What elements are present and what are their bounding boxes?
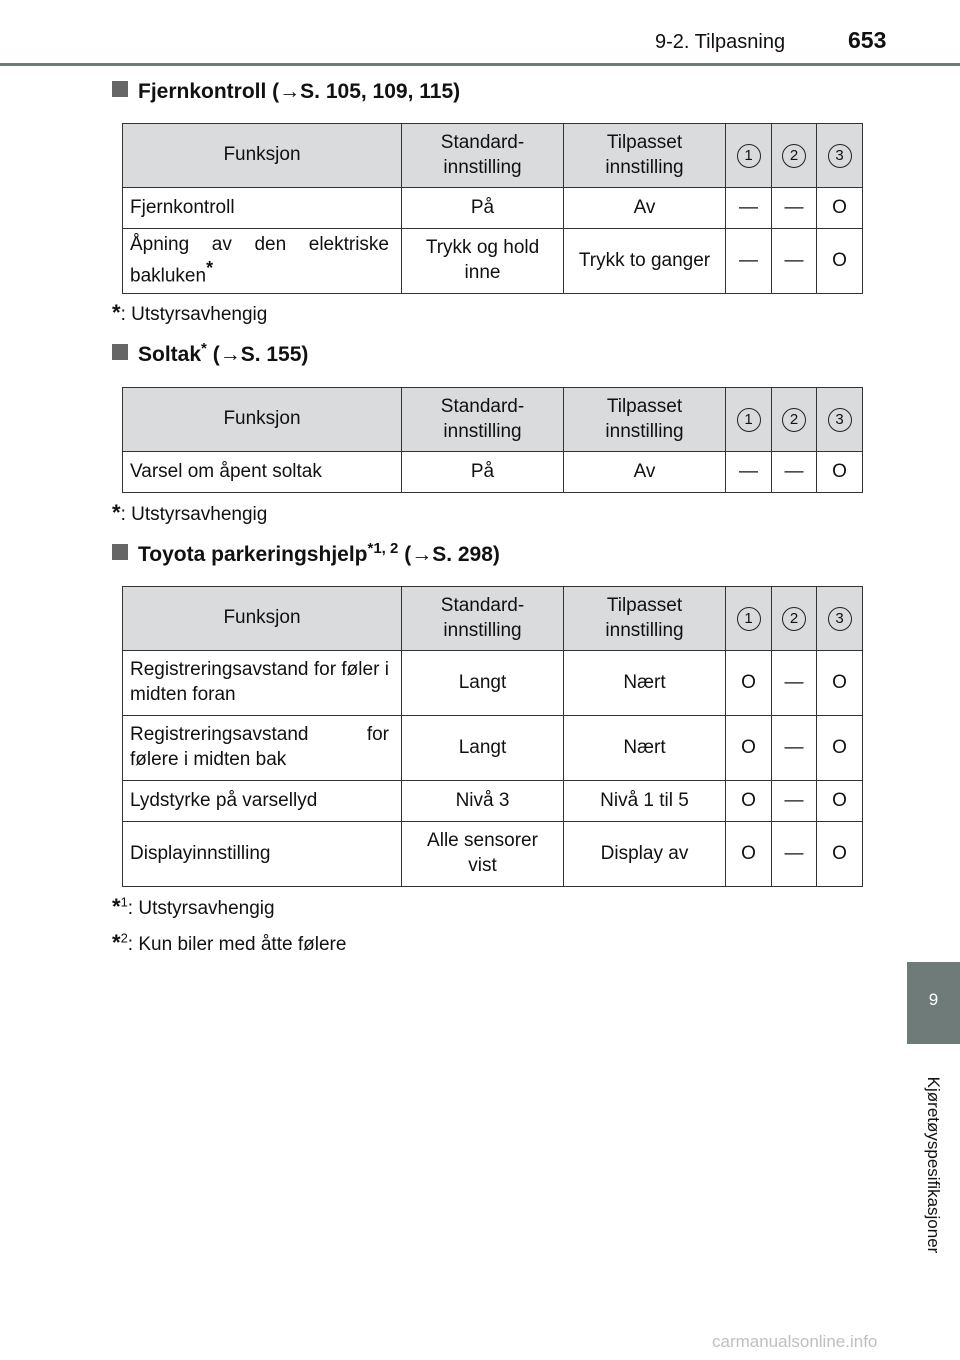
cell-mode-1: O — [726, 651, 772, 716]
chapter-number: 9 — [928, 990, 939, 1009]
cell-mode-3: O — [817, 452, 863, 493]
cell-mode-2: — — [772, 651, 817, 716]
cell-custom: Av — [564, 452, 726, 493]
cell-function: Registreringsavstand for følere i midten bak — [123, 716, 402, 781]
col-header-1 — [726, 124, 772, 188]
cell-function: Lydstyrke på varsellyd — [123, 781, 402, 822]
cell-mode-3: O — [817, 229, 863, 294]
cell-mode-1: — — [726, 452, 772, 493]
chapter-section-title: 9-2. Tilpasning — [655, 31, 786, 53]
col-header-3 — [817, 388, 863, 452]
cell-default: Alle sensorer vist — [402, 822, 564, 887]
cell-mode-1: O — [726, 822, 772, 887]
table-header-row — [123, 124, 863, 188]
cell-default: På — [402, 452, 564, 493]
cell-mode-3: O — [817, 781, 863, 822]
square-bullet-icon — [112, 544, 128, 560]
cell-mode-2: — — [772, 188, 817, 229]
circled-number-3: 3 — [828, 607, 852, 631]
cell-custom: Nært — [564, 716, 726, 781]
cell-custom: Av — [564, 188, 726, 229]
cell-default: Langt — [402, 716, 564, 781]
arrow-icon: → — [411, 543, 433, 566]
header-rule — [0, 63, 960, 66]
footnote: *: Utstyrsavhengig — [112, 300, 268, 325]
col-header-tilpasset: Tilpasset innstilling — [564, 124, 726, 188]
table-soltak — [122, 387, 863, 493]
cell-function: Fjernkontroll — [123, 188, 402, 229]
col-header-tilpasset: Tilpasset innstilling — [564, 388, 726, 452]
col-header-standard: Standard- innstilling — [402, 587, 564, 651]
cell-custom: Nært — [564, 651, 726, 716]
watermark: carmanualsonline.info — [712, 1332, 878, 1351]
cell-function: Varsel om åpent soltak — [123, 452, 402, 493]
col-header-standard: Standard- innstilling — [402, 388, 564, 452]
table-header-row — [123, 388, 863, 452]
table-parkeringshjelp — [122, 586, 863, 887]
footnote-mark: * — [206, 258, 214, 279]
circled-number-2: 2 — [782, 607, 806, 631]
cell-function: Åpning av den elektriske bakluken* — [123, 229, 402, 294]
cell-mode-1: O — [726, 781, 772, 822]
table-row — [123, 229, 863, 294]
cell-custom: Nivå 1 til 5 — [564, 781, 726, 822]
circled-number-2: 2 — [782, 144, 806, 168]
cell-custom: Trykk to ganger — [564, 229, 726, 294]
section-heading-fjernkontroll: Fjernkontroll (→S. 105, 109, 115) — [112, 80, 460, 104]
cell-default: Trykk og hold inne — [402, 229, 564, 294]
col-header-tilpasset: Tilpasset innstilling — [564, 587, 726, 651]
col-header-2 — [772, 587, 817, 651]
cell-mode-3: O — [817, 822, 863, 887]
col-header-2 — [772, 388, 817, 452]
cell-mode-1: O — [726, 716, 772, 781]
cell-mode-2: — — [772, 452, 817, 493]
circled-number-1: 1 — [737, 144, 761, 168]
cell-mode-2: — — [772, 229, 817, 294]
footnote: *$^1$: Utstyrsavhengig — [112, 894, 275, 919]
footnote-mark: * — [201, 340, 207, 357]
circled-number-1: 1 — [737, 607, 761, 631]
section-heading-soltak: Soltak* (→S. 155) — [112, 340, 308, 367]
footnote: *: Utstyrsavhengig — [112, 500, 268, 525]
section-heading-parkeringshjelp: Toyota parkeringshjelp$^{*1, 2}$ (→S. 298) — [112, 540, 500, 567]
cell-mode-1: — — [726, 188, 772, 229]
circled-number-2: 2 — [782, 408, 806, 432]
table-row — [123, 452, 863, 493]
cell-mode-1: — — [726, 229, 772, 294]
cell-custom: Display av — [564, 822, 726, 887]
col-header-1 — [726, 587, 772, 651]
cell-function: Displayinnstilling — [123, 822, 402, 887]
col-header-2 — [772, 124, 817, 188]
cell-mode-3: O — [817, 651, 863, 716]
table-fjernkontroll — [122, 123, 863, 294]
square-bullet-icon — [112, 344, 128, 360]
circled-number-1: 1 — [737, 408, 761, 432]
table-row — [123, 651, 863, 716]
col-header-1 — [726, 388, 772, 452]
table-header-row — [123, 587, 863, 651]
table-row — [123, 781, 863, 822]
chapter-label: Kjøretøyspesifikasjoner — [924, 1076, 943, 1254]
table-row — [123, 822, 863, 887]
cell-default: Langt — [402, 651, 564, 716]
cell-default: På — [402, 188, 564, 229]
arrow-icon: → — [279, 80, 301, 103]
cell-function: Registreringsavstand for føler i midten foran — [123, 651, 402, 716]
arrow-icon: → — [219, 343, 241, 366]
cell-mode-3: O — [817, 716, 863, 781]
footnote-mark: *1, 2 — [367, 540, 399, 557]
chapter-tab — [907, 962, 960, 1044]
circled-number-3: 3 — [828, 408, 852, 432]
cell-mode-2: — — [772, 822, 817, 887]
cell-mode-3: O — [817, 188, 863, 229]
table-row — [123, 716, 863, 781]
page-number: 653 — [848, 27, 887, 53]
cell-default: Nivå 3 — [402, 781, 564, 822]
col-header-3 — [817, 124, 863, 188]
col-header-standard: Standard- innstilling — [402, 124, 564, 188]
footnote: *$^2$: Kun biler med åtte følere — [112, 930, 347, 955]
cell-mode-2: — — [772, 781, 817, 822]
square-bullet-icon — [112, 81, 128, 97]
col-header-3 — [817, 587, 863, 651]
col-header-funksjon: Funksjon — [123, 124, 402, 188]
col-header-funksjon: Funksjon — [123, 587, 402, 651]
col-header-funksjon: Funksjon — [123, 388, 402, 452]
table-row — [123, 188, 863, 229]
cell-mode-2: — — [772, 716, 817, 781]
circled-number-3: 3 — [828, 144, 852, 168]
